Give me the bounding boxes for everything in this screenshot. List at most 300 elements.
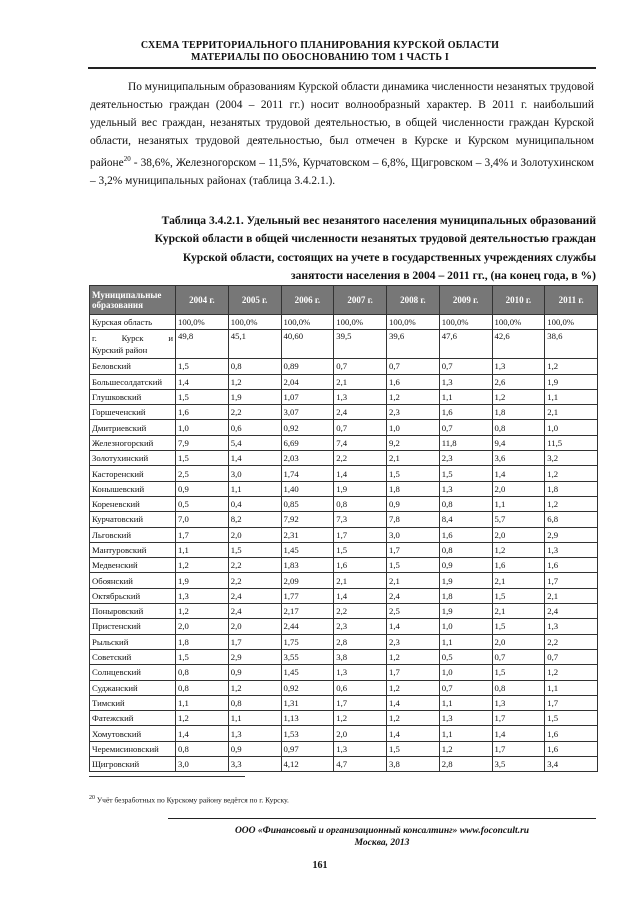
table-cell: 1,8 [176,634,229,649]
table-cell: 2,2 [545,634,598,649]
table-cell: 0,8 [228,359,281,374]
table-cell: 1,5 [228,542,281,557]
table-cell: 1,3 [334,741,387,756]
table-cell: 1,83 [281,558,334,573]
footnote-text: Учёт безработных по Курскому району ведётся по г. Курску. [96,795,289,805]
table-cell: 3,0 [387,527,440,542]
row-label: Хомутовский [90,726,176,741]
row-label: Рыльский [90,634,176,649]
table-cell: 1,13 [281,711,334,726]
table-row [90,481,598,496]
table-cell: 1,45 [281,542,334,557]
row-label: Большесолдатский [90,374,176,389]
table-cell: 7,8 [387,512,440,527]
table-cell: 0,8 [176,741,229,756]
column-header-year: 2010 г. [492,286,545,315]
table-cell: 1,3 [334,389,387,404]
table-cell: 1,7 [228,634,281,649]
table-cell: 0,7 [334,420,387,435]
table-cell: 1,5 [176,451,229,466]
table-cell: 0,8 [176,680,229,695]
table-cell: 0,8 [492,420,545,435]
table-cell: 2,2 [228,405,281,420]
table-cell: 2,0 [492,527,545,542]
table-cell: 2,03 [281,451,334,466]
table-cell: 2,1 [545,405,598,420]
table-header-row [90,286,598,315]
table-cell: 2,9 [545,527,598,542]
table-cell: 0,92 [281,680,334,695]
row-label: Курская область [90,315,176,330]
table-cell: 1,5 [387,466,440,481]
footnote-divider [89,776,245,777]
table-cell: 1,7 [334,695,387,710]
paragraph-text: По муниципальным образованиям Курской области динамика численности незанятых трудовой деятельностью граждан (2004 – 2011 гг.) носит волнообразный характер. В 2011 г. наибольший удельный вес граждан, незанятых трудовой деятельностью, в общей численности граждан Курской области, незанятых трудовой деятельностью, был отмечен в Курске и Курском муниципальном районе [90,81,594,169]
table-cell: 3,4 [545,757,598,772]
table-cell: 2,2 [228,573,281,588]
table-cell: 3,6 [492,451,545,466]
table-cell: 0,7 [439,420,492,435]
table-cell: 1,3 [439,481,492,496]
table-cell: 3,5 [492,757,545,772]
row-label: Октябрьский [90,588,176,603]
table-cell: 9,4 [492,435,545,450]
table-cell: 1,1 [176,542,229,557]
row-label: Фатежский [90,711,176,726]
table-cell: 0,7 [387,359,440,374]
table-cell: 1,1 [439,695,492,710]
table-cell: 1,3 [439,711,492,726]
table-cell: 2,8 [334,634,387,649]
table-cell: 1,5 [439,466,492,481]
table-row [90,451,598,466]
table-cell: 0,5 [176,496,229,511]
table-cell: 1,4 [387,695,440,710]
header-title: СХЕМА ТЕРРИТОРИАЛЬНОГО ПЛАНИРОВАНИЯ КУРСКОЙ ОБЛАСТИ [140,40,500,51]
table-cell: 1,0 [387,420,440,435]
table-cell: 3,0 [176,757,229,772]
table-cell: 2,5 [176,466,229,481]
table-cell: 1,3 [492,359,545,374]
table-cell: 1,5 [492,665,545,680]
table-cell: 1,2 [545,466,598,481]
table-cell: 100,0% [228,315,281,330]
document-header [0,40,640,64]
table-cell: 0,7 [492,649,545,664]
table-cell: 2,0 [492,634,545,649]
table-cell: 100,0% [334,315,387,330]
table-cell: 11,5 [545,435,598,450]
table-cell: 1,6 [439,527,492,542]
table-cell: 2,4 [387,588,440,603]
table-cell: 1,3 [492,695,545,710]
row-label: Солнцевский [90,665,176,680]
table-cell: 39,5 [334,330,387,359]
column-header-year: 2009 г. [439,286,492,315]
table-cell: 100,0% [281,315,334,330]
body-paragraph [90,78,594,190]
table-row [90,496,598,511]
table-cell: 1,1 [545,680,598,695]
table-cell: 2,4 [228,604,281,619]
table-cell: 100,0% [387,315,440,330]
row-label: Тимский [90,695,176,710]
table-cell: 1,3 [545,619,598,634]
row-label: Черемисиновский [90,741,176,756]
table-cell: 1,74 [281,466,334,481]
table-cell: 39,6 [387,330,440,359]
table-cell: 1,2 [228,374,281,389]
table-cell: 1,1 [228,481,281,496]
table-cell: 1,75 [281,634,334,649]
row-label: Медвенский [90,558,176,573]
row-label: Пристенский [90,619,176,634]
table-cell: 1,2 [387,680,440,695]
column-header-year: 2007 г. [334,286,387,315]
table-row-kursk-oblast [90,315,598,330]
table-cell: 2,4 [228,588,281,603]
table-cell: 42,6 [492,330,545,359]
table-cell: 4,7 [334,757,387,772]
table-cell: 9,2 [387,435,440,450]
table-cell: 2,17 [281,604,334,619]
table-cell: 2,0 [334,726,387,741]
table-cell: 7,9 [176,435,229,450]
table-row [90,757,598,772]
table-row [90,588,598,603]
table-cell: 1,4 [334,466,387,481]
table-cell: 3,3 [228,757,281,772]
table-cell: 11,8 [439,435,492,450]
table-cell: 1,9 [545,374,598,389]
table-cell: 1,8 [387,481,440,496]
table-cell: 1,3 [439,374,492,389]
table-cell: 2,2 [228,558,281,573]
table-cell: 1,1 [439,726,492,741]
table-cell: 1,07 [281,389,334,404]
table-cell: 2,0 [176,619,229,634]
table-cell: 1,4 [334,588,387,603]
paragraph-text-continued: - 38,6%, Железногорском – 11,5%, Курчатовском – 6,8%, Щигровском – 3,4% и Золотухинском – 3,2% муниципальных районах (таблица 3.4.2.1.). [90,156,594,187]
table-row [90,405,598,420]
table-cell: 1,7 [492,741,545,756]
column-header-year: 2006 г. [281,286,334,315]
table-row [90,573,598,588]
table-cell: 1,31 [281,695,334,710]
table-cell: 0,9 [176,481,229,496]
table-cell: 1,6 [387,374,440,389]
table-cell: 1,4 [387,619,440,634]
table-cell: 1,6 [545,558,598,573]
table-cell: 1,5 [176,649,229,664]
table-cell: 1,2 [387,389,440,404]
table-cell: 1,8 [545,481,598,496]
footnote-number: 20 [89,795,95,801]
table-cell: 38,6 [545,330,598,359]
table-cell: 2,4 [334,405,387,420]
table-cell: 1,3 [334,665,387,680]
table-cell: 40,60 [281,330,334,359]
table-cell: 1,9 [439,573,492,588]
table-cell: 0,4 [228,496,281,511]
table-cell: 2,6 [492,374,545,389]
table-cell: 2,3 [387,634,440,649]
table-cell: 2,04 [281,374,334,389]
table-cell: 1,4 [228,451,281,466]
table-cell: 100,0% [545,315,598,330]
table-cell: 1,6 [492,558,545,573]
caption-line: Таблица 3.4.2.1. Удельный вес незанятого населения муниципальных образований [161,214,596,227]
table-cell: 0,97 [281,741,334,756]
page-number: 161 [312,860,328,871]
caption-line: Курской области, состоящих на учете в государственных учреждениях службы [182,250,596,264]
table-cell: 0,92 [281,420,334,435]
table-caption [90,212,596,285]
table-row [90,680,598,695]
table-cell: 0,89 [281,359,334,374]
row-label: Советский [90,649,176,664]
table-cell: 100,0% [439,315,492,330]
table-cell: 3,2 [545,451,598,466]
column-header-municipality: Муниципальные образования [90,286,176,315]
table-cell: 49,8 [176,330,229,359]
table-row [90,389,598,404]
table-cell: 1,9 [228,389,281,404]
header-subtitle: МАТЕРИАЛЫ ПО ОБОСНОВАНИЮ ТОМ 1 ЧАСТЬ I [191,52,449,63]
table-cell: 1,2 [545,665,598,680]
table-cell: 1,1 [545,389,598,404]
table-cell: 7,92 [281,512,334,527]
table-row [90,527,598,542]
table-cell: 2,9 [228,649,281,664]
table-row [90,649,598,664]
unemployment-share-table [89,285,598,772]
table-cell: 1,2 [176,558,229,573]
table-cell: 1,2 [334,711,387,726]
table-row [90,374,598,389]
table-cell: 2,31 [281,527,334,542]
table-cell: 0,8 [439,496,492,511]
table-cell: 0,5 [439,649,492,664]
table-cell: 2,2 [334,451,387,466]
table-cell: 2,1 [387,573,440,588]
table-cell: 1,2 [545,359,598,374]
table-cell: 3,8 [334,649,387,664]
table-row [90,619,598,634]
footer-city: Москва, 2013 [354,838,410,848]
table-cell: 1,3 [228,726,281,741]
table-cell: 2,0 [228,527,281,542]
column-header-year: 2005 г. [228,286,281,315]
table-cell: 3,55 [281,649,334,664]
caption-line: занятости населения в 2004 – 2011 гг., (на конец года, в %) [290,268,596,282]
row-label: Курчатовский [90,512,176,527]
column-header-year: 2008 г. [387,286,440,315]
table-cell: 1,5 [334,542,387,557]
table-cell: 1,7 [492,711,545,726]
table-cell: 1,0 [545,420,598,435]
table-cell: 1,5 [387,558,440,573]
table-cell: 1,7 [545,695,598,710]
table-cell: 47,6 [439,330,492,359]
table-cell: 5,7 [492,512,545,527]
table-row [90,695,598,710]
footer-company: ООО «Финансовый и организационный консалтинг» www.foconcult.ru [234,826,530,836]
table-cell: 1,77 [281,588,334,603]
table-cell: 1,2 [439,741,492,756]
table-cell: 100,0% [176,315,229,330]
table-cell: 2,5 [387,604,440,619]
table-cell: 1,3 [176,588,229,603]
table-cell: 2,1 [334,374,387,389]
table-cell: 0,8 [176,665,229,680]
footnote-reference: 20 [123,155,131,163]
footnote [89,795,289,805]
table-cell: 8,4 [439,512,492,527]
table-row [90,420,598,435]
table-cell: 1,5 [545,711,598,726]
row-label: Касторенский [90,466,176,481]
table-cell: 1,9 [439,604,492,619]
table-cell: 4,12 [281,757,334,772]
table-cell: 2,1 [492,604,545,619]
table-cell: 1,5 [176,389,229,404]
row-label: Щигровский [90,757,176,772]
table-cell: 3,0 [228,466,281,481]
table-cell: 1,7 [387,665,440,680]
table-cell: 1,5 [176,359,229,374]
table-cell: 1,7 [387,542,440,557]
table-cell: 1,3 [545,542,598,557]
row-label: Конышевский [90,481,176,496]
table-cell: 2,4 [545,604,598,619]
row-label: Обоянский [90,573,176,588]
table-cell: 0,7 [439,680,492,695]
table-cell: 6,69 [281,435,334,450]
table-cell: 1,5 [387,741,440,756]
table-cell: 0,7 [545,649,598,664]
table-row [90,359,598,374]
table-cell: 1,45 [281,665,334,680]
table-cell: 0,6 [334,680,387,695]
table-row [90,604,598,619]
row-label: Железногорский [90,435,176,450]
row-label: Горшеченский [90,405,176,420]
row-label: Льговский [90,527,176,542]
table-cell: 1,6 [334,558,387,573]
table-cell: 2,1 [387,451,440,466]
footer-divider [168,818,596,819]
row-label: Мантуровский [90,542,176,557]
table-cell: 1,6 [176,405,229,420]
table-cell: 1,4 [492,466,545,481]
table-cell: 1,1 [439,389,492,404]
table-cell: 1,2 [387,711,440,726]
table-cell: 1,2 [228,680,281,695]
table-row [90,726,598,741]
row-label: Дмитриевский [90,420,176,435]
table-row [90,435,598,450]
table-row [90,558,598,573]
table-cell: 2,44 [281,619,334,634]
table-cell: 2,09 [281,573,334,588]
table-cell: 2,0 [228,619,281,634]
table-cell: 0,8 [439,542,492,557]
table-cell: 1,4 [176,726,229,741]
table-cell: 1,2 [492,542,545,557]
table-cell: 0,7 [439,359,492,374]
table-cell: 0,8 [334,496,387,511]
table-cell: 3,07 [281,405,334,420]
table-cell: 7,3 [334,512,387,527]
table-cell: 0,9 [387,496,440,511]
table-cell: 1,40 [281,481,334,496]
table-cell: 0,6 [228,420,281,435]
table-row [90,466,598,481]
table-cell: 6,8 [545,512,598,527]
table-cell: 1,6 [439,405,492,420]
table-cell: 2,3 [439,451,492,466]
table-cell: 8,2 [228,512,281,527]
table-row [90,665,598,680]
table-cell: 1,9 [334,481,387,496]
table-cell: 1,7 [176,527,229,542]
table-cell: 100,0% [492,315,545,330]
table-cell: 2,1 [545,588,598,603]
document-footer [168,825,596,849]
table-cell: 1,6 [545,726,598,741]
column-header-year: 2004 г. [176,286,229,315]
table-cell: 1,9 [176,573,229,588]
column-header-year: 2011 г. [545,286,598,315]
row-label: г. Курск и Курский район [90,330,176,359]
table-cell: 1,0 [176,420,229,435]
table-cell: 1,53 [281,726,334,741]
table-cell: 0,8 [492,680,545,695]
table-cell: 1,4 [387,726,440,741]
table-cell: 1,2 [545,496,598,511]
table-cell: 0,9 [439,558,492,573]
table-cell: 2,1 [492,573,545,588]
table-cell: 1,1 [439,634,492,649]
table-row [90,741,598,756]
table-cell: 1,2 [176,711,229,726]
table-cell: 1,1 [492,496,545,511]
table-cell: 0,8 [228,695,281,710]
table-cell: 0,9 [228,665,281,680]
table-cell: 45,1 [228,330,281,359]
table-cell: 1,0 [439,619,492,634]
table-cell: 1,2 [387,649,440,664]
table-cell: 2,1 [334,573,387,588]
table-cell: 1,1 [176,695,229,710]
table-cell: 7,0 [176,512,229,527]
row-label: Суджанский [90,680,176,695]
table-cell: 1,8 [439,588,492,603]
table-cell: 1,2 [492,389,545,404]
table-cell: 2,2 [334,604,387,619]
table-row-kursk-city [90,330,598,359]
table-cell: 0,7 [334,359,387,374]
table-cell: 2,3 [387,405,440,420]
table-row [90,711,598,726]
table-cell: 2,0 [492,481,545,496]
table-cell: 1,7 [334,527,387,542]
table-cell: 1,1 [228,711,281,726]
row-label: Золотухинский [90,451,176,466]
table-row [90,512,598,527]
header-divider [88,67,596,69]
